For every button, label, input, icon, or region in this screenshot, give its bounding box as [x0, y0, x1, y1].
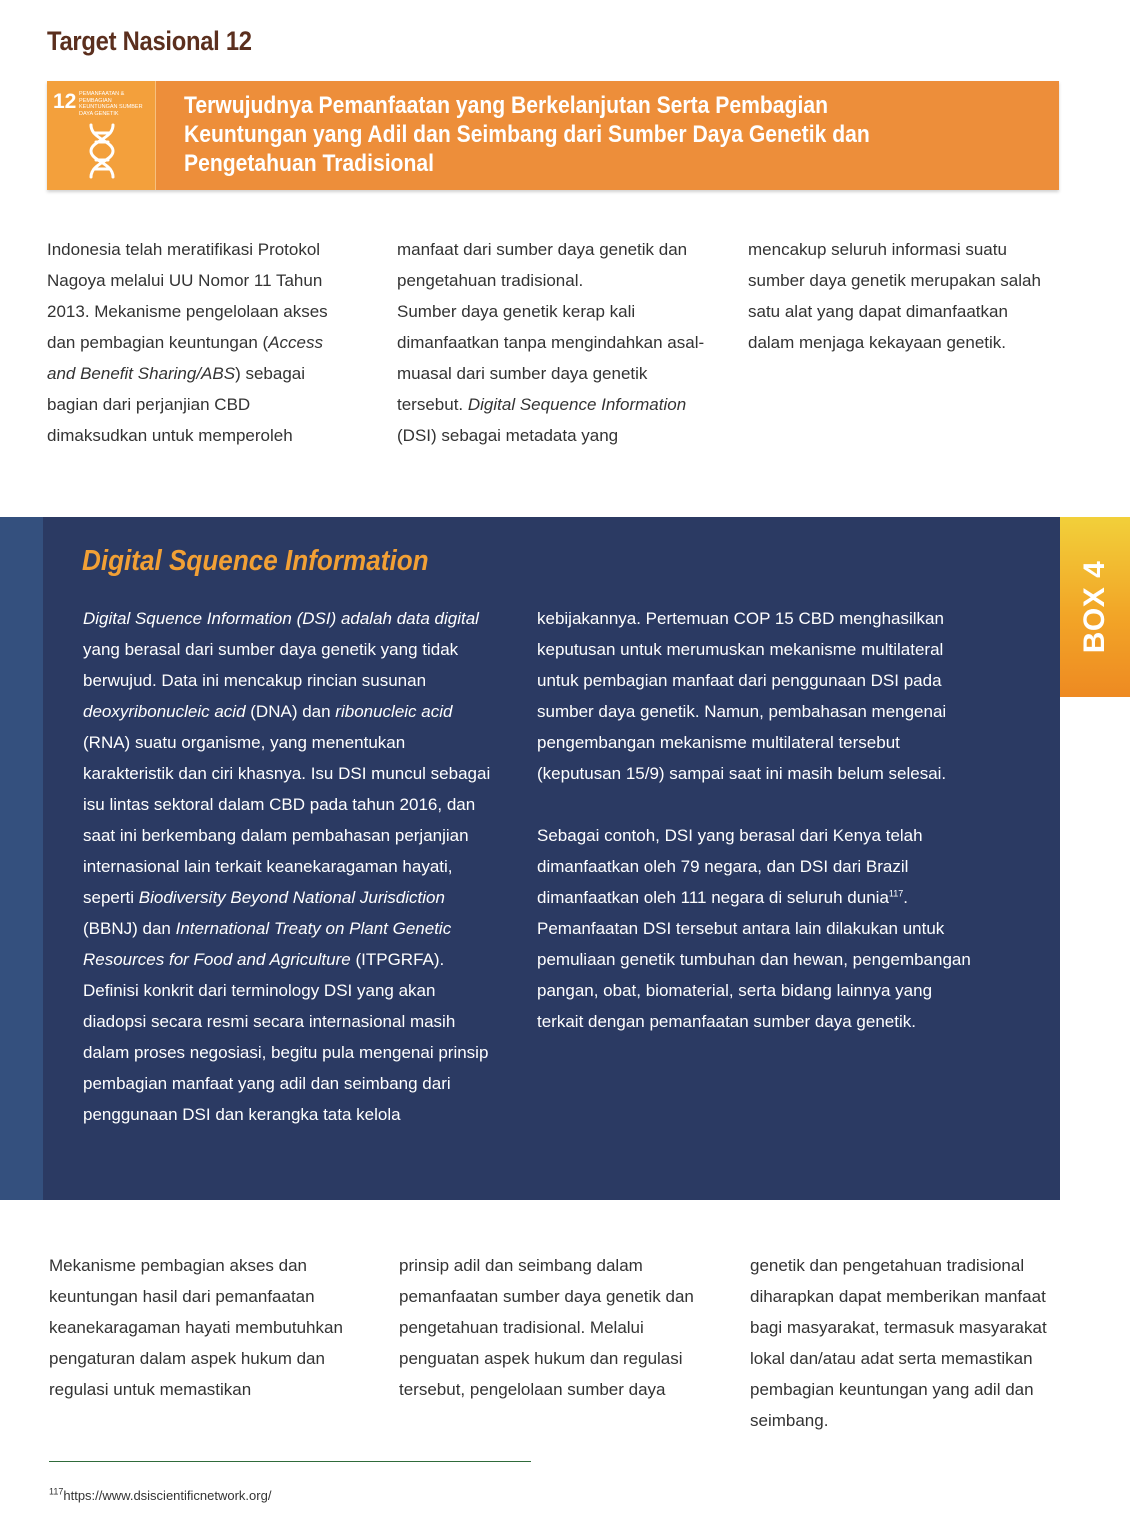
footnote-divider [49, 1461, 531, 1462]
footnote-link[interactable]: https://www.dsiscientificnetwork.org/ [63, 1488, 272, 1503]
intro-paragraph [397, 296, 707, 451]
text: Sebagai contoh, DSI yang berasal dari Kenya telah dimanfaatkan oleh 79 negara, dan DSI dari Brazil dimanfaatkan oleh 111 negara di seluruh dunia [537, 826, 923, 907]
box-tab [1060, 517, 1130, 697]
target-title-line: Keuntungan yang Adil dan Seimbang dari Sumber Daya Genetik dan [184, 121, 870, 148]
page-title: Target Nasional 12 [47, 26, 252, 56]
closing-column-3 [750, 1250, 1072, 1436]
closing-column-1 [49, 1250, 367, 1405]
box-tab-label: BOX 4 [1078, 560, 1111, 654]
text: Sumber daya genetik kerap kali dimanfaatkan tanpa mengindahkan asal-muasal dari sumber daya genetik tersebut. [397, 302, 705, 414]
box-left-edge [0, 517, 43, 1200]
sdg-number: 12 [53, 90, 77, 113]
dna-icon [85, 123, 119, 179]
closing-paragraph: genetik dan pengetahuan tradisional diharapkan dapat memberikan manfaat bagi masyarakat, termasuk masyarakat lokal dan/atau adat serta memastikan pembagian keuntungan yang adil dan seimbang. [750, 1256, 1047, 1430]
target-title-line: Terwujudnya Pemanfaatan yang Berkelanjutan Serta Pembagian [184, 92, 828, 119]
intro-paragraph: mencakup seluruh informasi suatu sumber daya genetik merupakan salah satu alat yang dapat dimanfaatkan dalam menjaga kekayaan genetik. [748, 240, 1041, 352]
text: (ITPGRFA). Definisi konkrit dari terminology DSI yang akan diadopsi secara resmi secara internasional masih dalam proses negosiasi, begitu pula mengenai prinsip pembagian manfaat yang adil dan seimbang dari penggunaan DSI dan kerangka tata kelola [83, 950, 489, 1124]
text-italic: Digital Sequence Information [467, 395, 687, 414]
text-italic: deoxyribonucleic acid [83, 702, 246, 721]
text: (BBNJ) dan [83, 919, 176, 938]
footnote-ref: 117 [888, 888, 904, 899]
intro-paragraph [47, 234, 345, 451]
intro-column-3 [748, 234, 1048, 358]
closing-column-2 [399, 1250, 709, 1405]
target-title-line: Pengetahuan Tradisional [184, 150, 434, 177]
text: (RNA) suatu organisme, yang menentukan karakteristik dan ciri khasnya. Isu DSI muncul sebagai isu lintas sektoral dalam CBD pada tahun 2016, dan saat ini berkembang dalam pembahasan perjanjian internasional lain terkait keanekaragaman hayati, seperti [83, 733, 491, 907]
text-italic: International Treaty on Plant Genetic Resources for Food and Agriculture [83, 919, 452, 969]
box-column-right [537, 603, 977, 1037]
closing-paragraph: prinsip adil dan seimbang dalam pemanfaatan sumber daya genetik dan pengetahuan tradisional. Melalui penguatan aspek hukum dan regulasi tersebut, pengelolaan sumber daya [399, 1256, 694, 1399]
text-italic: Digital Squence Information (DSI) adalah data digital [83, 609, 479, 628]
box-paragraph [83, 603, 499, 1130]
sdg-12-tile [47, 81, 156, 190]
intro-paragraph: manfaat dari sumber daya genetik dan pengetahuan tradisional. [397, 240, 688, 290]
text: (DSI) sebagai metadata yang [397, 426, 619, 445]
intro-column-2 [397, 234, 707, 451]
target-title [184, 91, 976, 178]
sdg-caption: PEMANFAATAN & PEMBAGIAN KEUNTUNGAN SUMBER DAYA GENETIK [79, 91, 143, 117]
target-banner [47, 81, 1059, 190]
text: Indonesia telah meratifikasi Protokol Nagoya melalui UU Nomor 11 Tahun 2013. Mekanisme pengelolaan akses dan pembagian keuntungan ( [47, 240, 328, 352]
text: yang berasal dari sumber daya genetik yang tidak berwujud. Data ini mencakup rincian susunan [83, 640, 459, 690]
intro-column-1 [47, 234, 345, 451]
text: ) sebagai bagian dari perjanjian CBD dimaksudkan untuk memperoleh [47, 364, 306, 445]
text-italic: ribonucleic acid [335, 702, 453, 721]
footnote [49, 1488, 271, 1503]
text: . Pemanfaatan DSI tersebut antara lain dilakukan untuk pemuliaan genetik tumbuhan dan hewan, pengembangan pangan, obat, biomaterial, serta bidang lainnya yang terkait dengan pemanfaatan sumber daya genetik. [537, 888, 971, 1031]
box-paragraph: kebijakannya. Pertemuan COP 15 CBD menghasilkan keputusan untuk merumuskan mekanisme multilateral untuk pembagian manfaat dari penggunaan DSI pada sumber daya genetik. Namun, pembahasan mengenai pengembangan mekanisme multilateral tersebut (keputusan 15/9) sampai saat ini masih belum selesai. [537, 609, 947, 783]
text-italic: Access and Benefit Sharing/ABS [47, 333, 323, 383]
box-column-left [83, 603, 499, 1130]
text-italic: Biodiversity Beyond National Jurisdiction [138, 888, 445, 907]
footnote-number: 117 [49, 1486, 64, 1497]
closing-paragraph: Mekanisme pembagian akses dan keuntungan hasil dari pemanfaatan keanekaragaman hayati membutuhkan pengaturan dalam aspek hukum dan regulasi untuk memastikan [49, 1256, 343, 1399]
text: (DNA) dan [245, 702, 336, 721]
box-paragraph [537, 820, 977, 1037]
box-title: Digital Squence Information [82, 545, 429, 577]
